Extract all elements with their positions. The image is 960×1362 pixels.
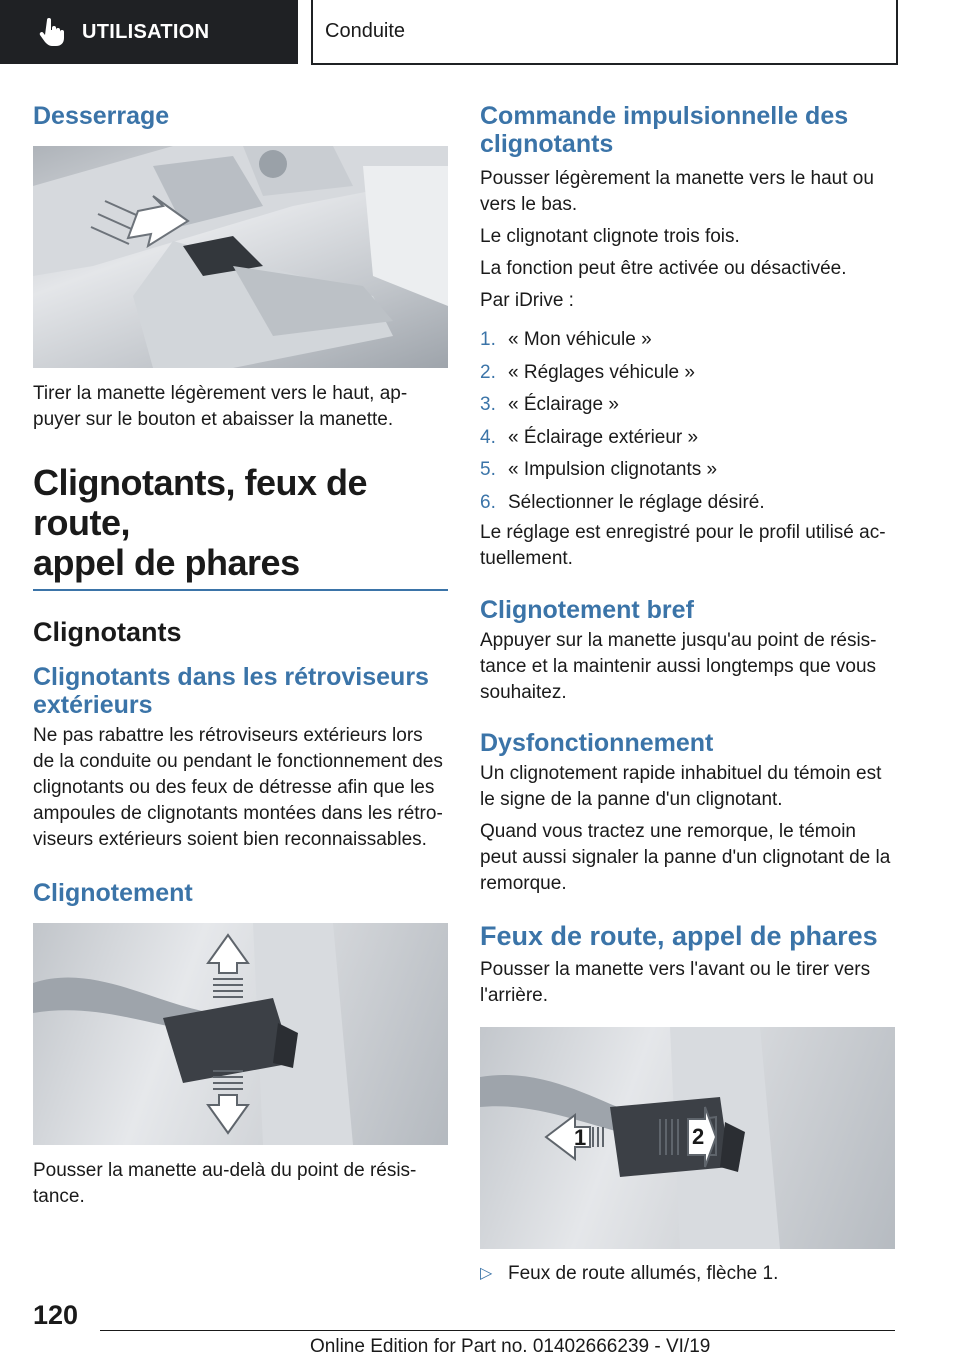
turn-signal-figure	[33, 923, 448, 1145]
section-label: UTILISATION	[82, 20, 210, 43]
dysfonctionnement-paragraph-2: Quand vous tractez une remorque, le témoin peut aussi signaler la panne d'un clignotant de la remorque.	[480, 821, 891, 894]
arrow-label-2: 2	[692, 1124, 705, 1149]
list-item: 4. « Éclairage extérieur »	[480, 426, 699, 448]
desserrage-text: Tirer la manette légèrement vers le haut, ap-puyer sur le bouton et abaisser la manette.	[33, 383, 408, 430]
list-item: 6. Sélectionner le réglage désiré.	[480, 491, 765, 513]
main-title-line1: Clignotants, feux de route,	[33, 462, 368, 543]
retro-text: Ne pas rabattre les rétroviseurs extérieurs lors de la conduite ou pendant le fonctionnement des clignotants ou des feux de détresse afin que les ampoules de clignotants montées dans les rétro-viseurs extérieurs soient bien reconnaissables.	[33, 725, 443, 850]
commande-paragraph-3: La fonction peut être activée ou désactivée.	[480, 258, 847, 279]
clignotants-heading: Clignotants	[33, 617, 182, 647]
bullet-text: Feux de route allumés, flèche 1.	[508, 1263, 779, 1284]
list-item: 5. « Impulsion clignotants »	[480, 459, 718, 480]
list-item: 1. « Mon véhicule »	[480, 329, 652, 350]
page-header	[0, 0, 960, 66]
clignotement-heading: Clignotement	[33, 879, 193, 907]
bullet-marker: ▷	[480, 1265, 493, 1282]
chapter-tab	[311, 0, 898, 65]
right-column	[480, 100, 895, 1287]
commande-paragraph-2: Le clignotant clignote trois fois.	[480, 226, 740, 247]
feux-heading: Feux de route, appel de phares	[480, 921, 878, 951]
dysfonctionnement-paragraph-1: Un clignotement rapide inhabituel du témoin est le signe de la panne d'un clignotant.	[480, 763, 882, 810]
commande-paragraph-4: Par iDrive :	[480, 290, 574, 311]
footer-edition: Online Edition for Part no. 01402666239 - VI/19	[310, 1336, 711, 1357]
section-tab	[0, 0, 298, 64]
main-title	[33, 463, 448, 583]
high-beam-bullet	[480, 1261, 895, 1287]
title-underline	[33, 589, 448, 591]
page-number: 120	[33, 1300, 79, 1330]
feux-text: Pousser la manette vers l'avant ou le tirer vers l'arrière.	[480, 959, 871, 1006]
arrow-label-1: 1	[574, 1125, 587, 1150]
retro-heading: Clignotants dans les rétroviseurs extérieurs	[33, 663, 429, 719]
commande-heading: Commande impulsionnelle des clignotants	[480, 102, 849, 158]
bref-heading: Clignotement bref	[480, 596, 694, 624]
high-beam-figure	[480, 1027, 895, 1249]
clignotement-text: Pousser la manette au-delà du point de résis-tance.	[33, 1160, 417, 1207]
desserrage-heading: Desserrage	[33, 102, 170, 130]
parking-brake-figure	[33, 146, 448, 368]
main-title-line2: appel de phares	[33, 542, 300, 583]
footer-rule	[100, 1330, 895, 1331]
parking-brake-illustration	[33, 146, 448, 368]
high-beam-illustration	[480, 1027, 895, 1249]
commande-paragraph-1: Pousser légèrement la manette vers le haut ou vers le bas.	[480, 168, 874, 215]
turn-signal-illustration	[33, 923, 448, 1145]
dysfonctionnement-heading: Dysfonctionnement	[480, 729, 714, 757]
list-item: 3. « Éclairage »	[480, 394, 619, 415]
left-column	[33, 100, 448, 1210]
list-item: 2. « Réglages véhicule »	[480, 361, 695, 383]
commande-paragraph-5: Le réglage est enregistré pour le profil utilisé ac-tuellement.	[480, 522, 886, 569]
bref-text: Appuyer sur la manette jusqu'au point de résis-tance et la maintenir aussi longtemps que vous souhaitez.	[480, 630, 877, 703]
chapter-label: Conduite	[325, 20, 406, 42]
hand-pointer-icon	[36, 17, 66, 47]
idrive-steps-list	[480, 327, 895, 516]
